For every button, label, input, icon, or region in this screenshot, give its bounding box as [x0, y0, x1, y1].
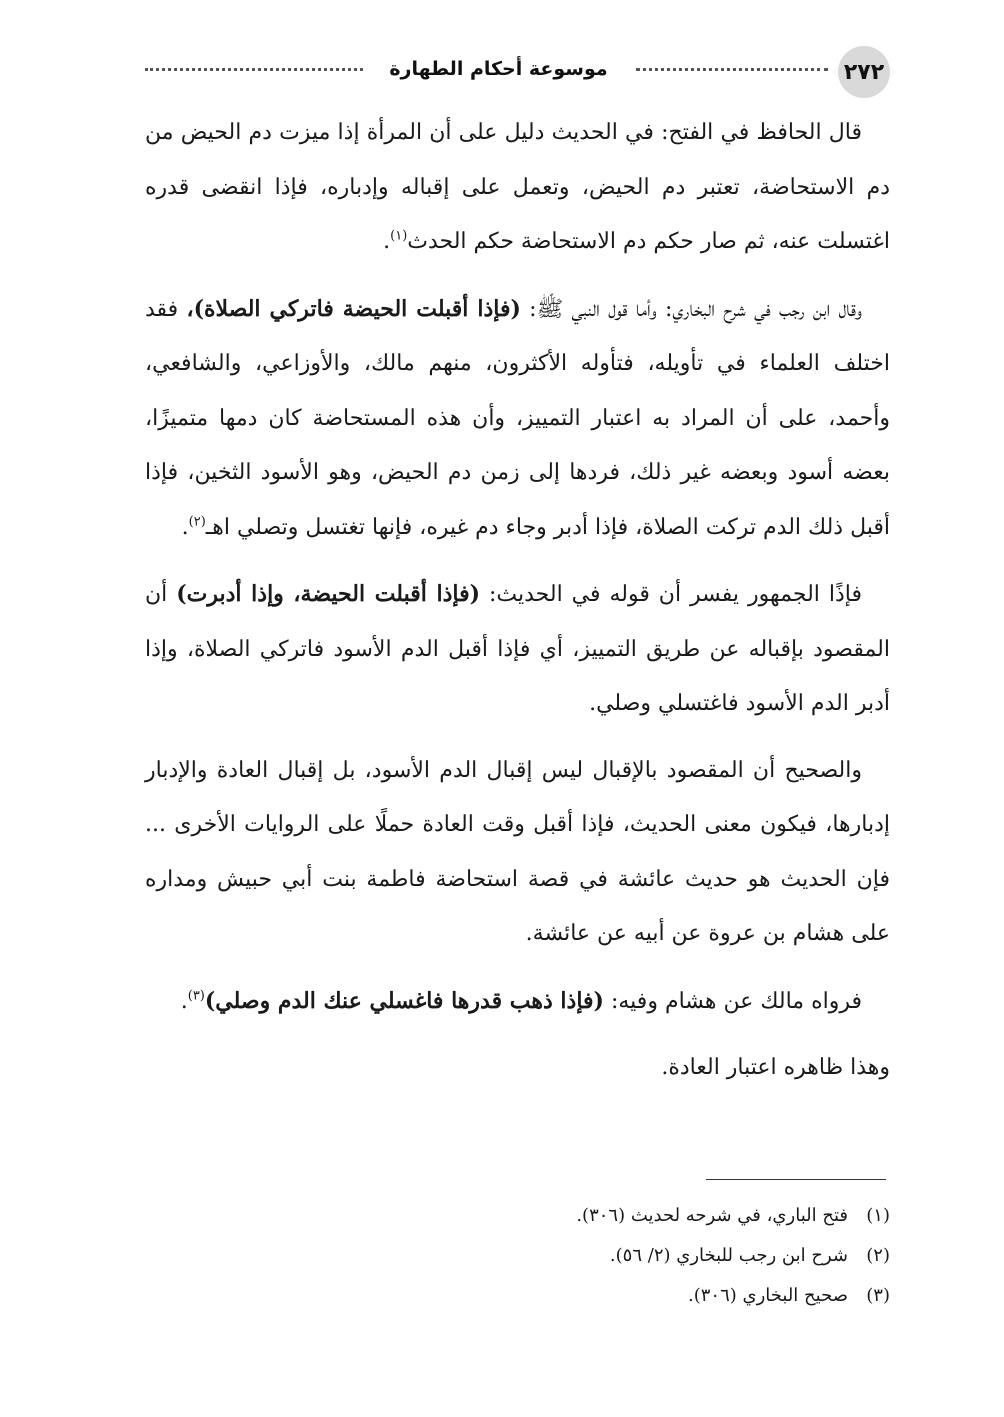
footnote-separator — [706, 1179, 886, 1180]
paragraph — [145, 974, 890, 1030]
paragraph — [145, 1041, 890, 1096]
footnote-reference: (١) — [390, 228, 408, 244]
paragraph — [145, 106, 890, 270]
body-text — [145, 106, 890, 1108]
paragraph-text: قال الحافظ في الفتح: في الحديث دليل على أن المرأة إذا ميزت دم الحيض من دم الاستحاضة، تعتبر دم الحيض، وتعمل على إقباله وإدباره، فإذا انقضى قدره اغتسلت عنه، ثم صار حكم دم الاستحاضة حكم الحدث — [145, 120, 890, 254]
footnote-text: فتح الباري، في شرحه لحديث (٣٠٦). — [576, 1205, 848, 1226]
footnote-number: (٢) — [866, 1245, 890, 1266]
footnote-reference: (٢) — [188, 514, 206, 530]
paragraph-text: والصحيح أن المقصود بالإقبال ليس إقبال الدم الأسود، بل إقبال العادة والإدبار إدبارها، فيكون معنى الحديث، فإذا أقبل وقت العادة حملًا على الروايات الأخرى ... فإن الحديث هو حديث عائشة في قصة استحاضة فاطمة بنت أبي حبيش ومداره على هشام بن عروة عن أبيه عن عائشة. — [145, 757, 890, 946]
paragraph — [145, 567, 890, 732]
paragraph-text: . — [180, 988, 188, 1014]
page-number: ٢٧٢ — [838, 46, 890, 98]
hadith-quote: (فإذا ذهب قدرها فاغسلي عنك الدم وصلي) — [204, 987, 604, 1014]
footnote-item — [190, 1196, 890, 1236]
paragraph-text: . — [383, 229, 391, 254]
paragraph — [145, 282, 890, 556]
footnote-text: صحيح البخاري (٣٠٦). — [688, 1285, 848, 1306]
footnote-text: شرح ابن رجب للبخاري (٢/ ٥٦). — [609, 1245, 848, 1266]
footnote-number: (١) — [866, 1205, 890, 1226]
paragraph-text: . — [181, 514, 189, 540]
footnote-item — [190, 1236, 890, 1276]
header-dotted-leader-left — [145, 68, 363, 71]
header-dotted-leader-right — [636, 68, 828, 71]
footnote-reference: (٣) — [187, 988, 205, 1004]
paragraph-text: فرواه مالك عن هشام وفيه: — [603, 988, 862, 1014]
paragraph — [145, 744, 890, 962]
page-header — [145, 46, 890, 98]
paragraph-text: وهذا ظاهره اعتبار العادة. — [661, 1055, 890, 1080]
hadith-quote: (فإذا أقبلت الحيضة فاتركي الصلاة)، — [186, 295, 521, 322]
paragraph-text: فإذًا الجمهور يفسر أن قوله في الحديث: — [480, 582, 862, 607]
footnote-item — [190, 1276, 890, 1316]
running-title: موسوعة أحكام الطهارة — [389, 58, 608, 80]
hadith-quote: (فإذا أقبلت الحيضة، وإذا أدبرت) — [176, 581, 481, 607]
footnotes — [190, 1196, 890, 1316]
paragraph-text: أن المقصود بإقباله عن طريق التمييز، أي فإذا أقبل الدم الأسود فاتركي الصلاة، وإذا أدبر الدم الأسود فاغتسلي وصلي. — [145, 582, 890, 716]
paragraph-text: وقال ابن رجب في شرح البخاري: وأما قول النبي ﷺ: — [520, 296, 862, 322]
paragraph-text: فقد اختلف العلماء في تأويله، فتأوله الأكثرون، منهم مالك، والأوزاعي، والشافعي، وأحمد، على أن المراد به اعتبار التمييز، وأن هذه المستحاضة كان دمها متميزًا، بعضه أسود وبعضه غير ذلك، فردها إلى زمن دم الحيض، وهو الأسود الثخين، فإذا أقبل ذلك الدم تركت الصلاة، فإذا أدبر وجاء دم غيره، فإنها تغتسل وتصلي اهـ — [145, 296, 890, 540]
footnote-number: (٣) — [866, 1285, 890, 1306]
